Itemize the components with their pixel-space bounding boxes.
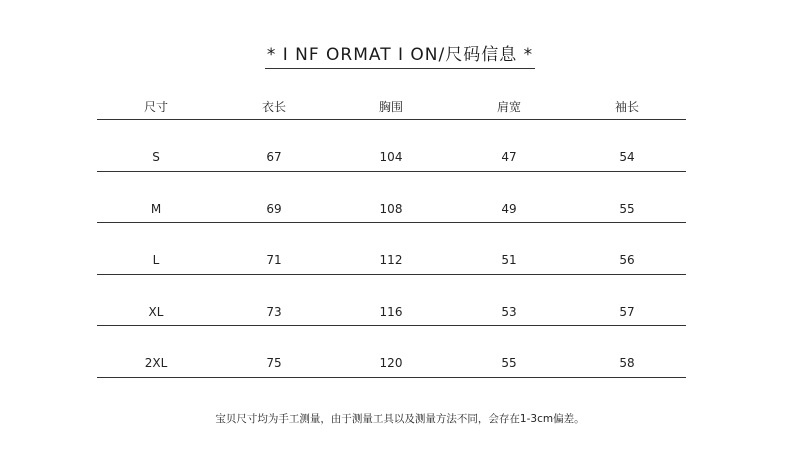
cell-shoulder: 55 xyxy=(501,356,517,371)
cell-chest: 108 xyxy=(379,201,403,216)
cell-shoulder: 51 xyxy=(501,253,517,268)
cell-chest: 116 xyxy=(379,304,403,319)
cell-sleeve: 54 xyxy=(619,150,635,164)
cell-sleeve: 56 xyxy=(619,253,635,268)
header-chest: 胸围 xyxy=(378,100,403,114)
page-title xyxy=(0,44,800,69)
header-length: 衣长 xyxy=(261,100,286,114)
table-row xyxy=(97,326,686,378)
header-sleeve: 袖长 xyxy=(614,100,639,114)
cell-chest: 104 xyxy=(379,150,403,164)
cell-sleeve: 57 xyxy=(619,304,635,319)
header-shoulder: 肩宽 xyxy=(496,100,521,114)
cell-size: 2XL xyxy=(144,356,168,371)
cell-size: XL xyxy=(148,304,164,319)
cell-length: 75 xyxy=(266,356,282,371)
cell-shoulder: 47 xyxy=(501,150,517,164)
cell-size: S xyxy=(152,150,160,164)
table-row xyxy=(97,275,686,327)
cell-chest: 112 xyxy=(379,253,403,268)
cell-length: 73 xyxy=(266,304,282,319)
cell-length: 69 xyxy=(266,201,282,216)
cell-shoulder: 49 xyxy=(501,201,517,216)
page-title-text: * I NF ORMAT I ON/尺码信息 * xyxy=(265,44,535,69)
cell-shoulder: 53 xyxy=(501,304,517,319)
size-table xyxy=(97,90,686,378)
table-row xyxy=(97,172,686,224)
cell-length: 67 xyxy=(266,150,282,164)
table-row xyxy=(97,223,686,275)
table-row xyxy=(97,120,686,172)
table-header-row xyxy=(97,90,686,120)
cell-sleeve: 55 xyxy=(619,201,635,216)
header-size: 尺寸 xyxy=(143,100,168,114)
cell-length: 71 xyxy=(266,253,282,268)
cell-chest: 120 xyxy=(379,356,403,371)
cell-size: M xyxy=(150,201,162,216)
cell-size: L xyxy=(152,253,160,268)
measurement-note: 宝贝尺寸均为手工测量，由于测量工具以及测量方法不同，会存在1-3cm偏差。 xyxy=(215,413,585,425)
cell-sleeve: 58 xyxy=(619,356,635,371)
